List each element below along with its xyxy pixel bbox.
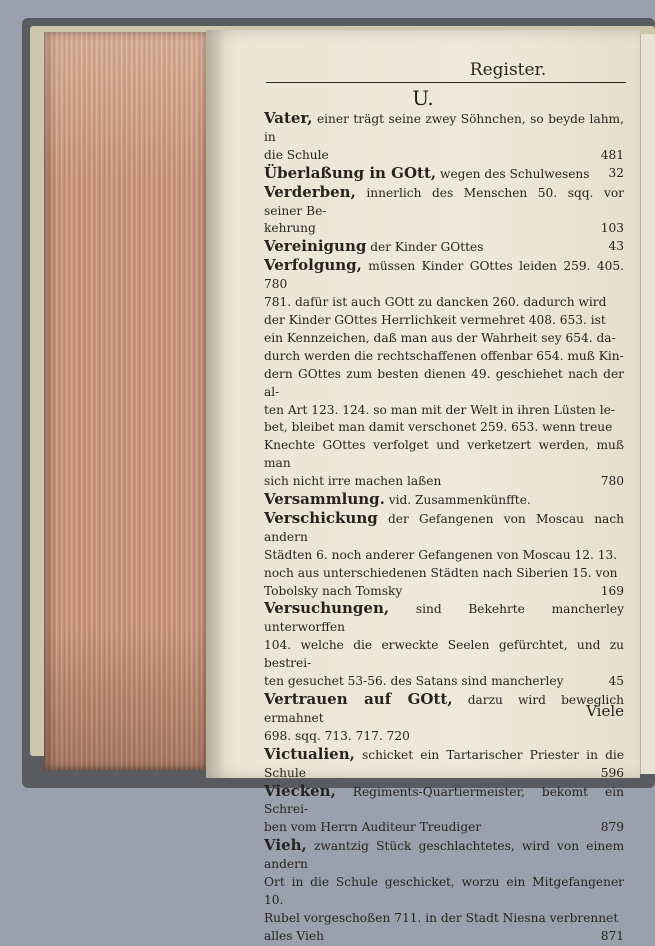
entry-line xyxy=(264,184,624,221)
next-page-edge xyxy=(640,34,655,774)
entry-line xyxy=(264,600,624,637)
entry-text: Rubel vorgeschoßen 711. in der Stadt Niesna verbrennet xyxy=(264,910,619,925)
entry-headword: Versammlung. xyxy=(264,490,385,509)
entry-line xyxy=(264,147,624,165)
entry-line xyxy=(264,238,624,257)
entry-text: Regiments-Quartiermeister, bekomt ein Schrei- xyxy=(264,784,624,817)
entry-text: bet, bleibet man damit verschonet 259. 653. wenn treue xyxy=(264,420,613,435)
register-entries xyxy=(264,110,624,946)
entry-headword: Victualien, xyxy=(264,744,355,763)
entry-line xyxy=(264,819,624,837)
running-title: Register. xyxy=(469,60,547,80)
entry-text: müssen Kinder GOttes leiden 259. 405. 780 xyxy=(264,259,624,292)
register-entry xyxy=(264,837,624,945)
entry-text: sich nicht irre machen laßen xyxy=(264,474,442,489)
entry-line xyxy=(264,437,624,473)
entry-text: innerlich des Menschen 50. sqq. vor seiner Be- xyxy=(264,185,624,218)
section-letter: U. xyxy=(412,86,434,110)
entry-line xyxy=(264,165,624,184)
entry-headword: Verschickung xyxy=(264,508,378,527)
register-entry xyxy=(264,746,624,783)
register-entry xyxy=(264,165,624,184)
register-entry xyxy=(264,238,624,257)
entry-headword: Vater, xyxy=(264,109,313,127)
page-reference: 169 xyxy=(600,583,624,598)
entry-headword: Verfolgung, xyxy=(264,256,362,275)
entry-line xyxy=(264,673,624,691)
entry-text: dern GOttes zum besten dienen 49. geschiehet nach der al- xyxy=(264,366,624,399)
register-entry xyxy=(264,491,624,510)
page-reference: 871 xyxy=(600,928,624,943)
register-entry xyxy=(264,783,624,838)
register-entry xyxy=(264,257,624,491)
book-page xyxy=(206,30,640,943)
register-entry xyxy=(264,184,624,239)
page-reference: 780 xyxy=(600,474,624,489)
entry-line xyxy=(264,491,624,510)
entry-text: 104. welche die erweckte Seelen gefürchtet, und zu bestrei- xyxy=(264,638,624,671)
entry-text: vid. Zusammenkünffte. xyxy=(388,493,531,508)
entry-text: sind Bekehrte mancherley unterworffen xyxy=(264,602,625,635)
page-reference: 32 xyxy=(608,165,624,180)
entry-headword: Vertrauen auf GOtt, xyxy=(264,690,453,708)
entry-text: Städten 6. noch anderer Gefangenen von Moscau 12. 13. xyxy=(264,547,618,562)
entry-line xyxy=(264,257,624,294)
entry-text: einer trägt seine zwey Söhnchen, so beyde lahm, in xyxy=(264,112,624,144)
entry-text: schicket ein Tartarischer Priester in die Schule xyxy=(264,747,624,780)
entry-line xyxy=(264,874,624,910)
entry-line xyxy=(264,783,624,820)
entry-headword: Versuchungen, xyxy=(264,599,390,618)
entry-line xyxy=(264,348,624,366)
entry-line xyxy=(264,728,624,746)
page-reference: 45 xyxy=(608,674,624,689)
entry-text: der Kinder GOttes xyxy=(370,240,484,255)
entry-text: wegen des Schulwesens xyxy=(440,166,590,181)
entry-headword: Vereinigung xyxy=(264,237,367,256)
entry-text: 698. sqq. 713. 717. 720 xyxy=(264,728,410,743)
entry-text: alles Vieh xyxy=(264,928,324,943)
entry-line xyxy=(264,928,624,946)
entry-line xyxy=(264,402,624,420)
entry-text: der Gefangenen von Moscau nach andern xyxy=(264,511,624,544)
entry-text: der Kinder GOttes Herrlichkeit vermehret 408. 653. ist xyxy=(264,312,606,327)
entry-text: die Schule xyxy=(264,147,329,162)
register-entry xyxy=(264,110,624,165)
entry-line xyxy=(264,473,624,491)
entry-text: ten Art 123. 124. so man mit der Welt in ihren Lüsten le- xyxy=(264,402,616,417)
entry-line xyxy=(264,547,624,565)
entry-headword: Verderben, xyxy=(264,182,356,201)
entry-headword: Überlaßung in GOtt, xyxy=(264,163,437,182)
entry-headword: Vieh, xyxy=(264,836,307,855)
entry-text: durch werden die rechtschaffenen offenbar 654. muß Kin- xyxy=(264,348,624,363)
catchword: Viele xyxy=(586,702,624,720)
entry-line xyxy=(264,637,624,673)
entry-line xyxy=(264,691,624,728)
entry-line xyxy=(264,220,624,238)
entry-line xyxy=(264,312,624,330)
entry-text: Knechte GOttes verfolget und verketzert werden, muß man xyxy=(264,438,624,471)
entry-line xyxy=(264,510,624,547)
entry-text: zwantzig Stück geschlachtetes, wird von einem andern xyxy=(264,839,625,872)
page-reference: 596 xyxy=(600,765,624,780)
entry-line xyxy=(264,294,624,312)
header-rule xyxy=(266,82,626,83)
entry-line xyxy=(264,910,624,928)
entry-headword: Viecken, xyxy=(264,781,336,800)
entry-line xyxy=(264,746,624,783)
entry-text: ten gesuchet 53-56. des Satans sind mancherley xyxy=(264,674,564,689)
entry-text: Tobolsky nach Tomsky xyxy=(264,583,403,598)
page-reference: 879 xyxy=(600,820,624,835)
page-edges xyxy=(44,32,212,770)
entry-text: darzu wird beweglich ermahnet xyxy=(264,693,625,725)
entry-text: ein Kennzeichen, daß man aus der Wahrheit sey 654. da- xyxy=(264,330,616,345)
register-entry xyxy=(264,600,624,691)
entry-line xyxy=(264,565,624,583)
entry-line xyxy=(264,330,624,348)
register-entry xyxy=(264,691,624,746)
page-reference: 103 xyxy=(600,221,624,236)
entry-text: noch aus unterschiedenen Städten nach Siberien 15. von xyxy=(264,565,618,580)
page-reference: 43 xyxy=(608,239,624,254)
entry-text: 781. dafür ist auch GOtt zu dancken 260. dadurch wird xyxy=(264,295,607,310)
entry-text: kehrung xyxy=(264,221,316,236)
entry-text: Ort in die Schule geschicket, worzu ein Mitgefangener 10. xyxy=(264,875,624,907)
entry-line xyxy=(264,837,624,874)
entry-line xyxy=(264,366,624,402)
register-entry xyxy=(264,510,624,601)
entry-line xyxy=(264,419,624,437)
entry-line xyxy=(264,583,624,601)
entry-line xyxy=(264,110,624,147)
page-reference: 481 xyxy=(600,147,624,162)
entry-text: ben vom Herrn Auditeur Treudiger xyxy=(264,820,482,835)
